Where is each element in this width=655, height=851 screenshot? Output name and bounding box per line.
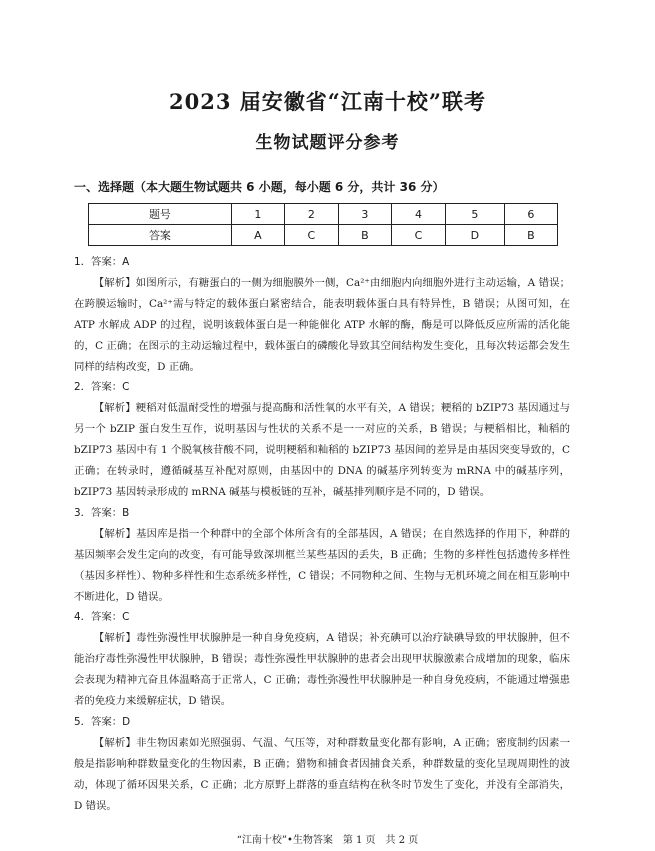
- table-cell: 4: [391, 204, 445, 225]
- table-cell: 1: [231, 204, 284, 225]
- table-cell: 题号: [89, 204, 232, 225]
- question-4-explanation: 【解析】毒性弥漫性甲状腺肿是一种自身免疫病，A 错误；补充碘可以治疗缺碘导致的甲状腺肿，但不能治疗毒性弥漫性甲状腺肿，B 错误；毒性弥漫性甲状腺肿的患者会出现甲状腺激素合成增加的现象，临床会表现为精神亢奋且体温略高于正常人，C 正确；毒性弥漫性甲状腺肿是一种自身免疫病，不能通过增强患者的免疫力来缓解症状，D 错误。: [74, 632, 570, 708]
- table-cell: B: [338, 225, 391, 246]
- answer-table-header-row: [89, 204, 558, 225]
- page-subtitle: 生物试题评分参考: [255, 133, 400, 153]
- question-5-answer: 5．答案：D: [74, 715, 131, 728]
- question-2-explanation: 【解析】粳稻对低温耐受性的增强与提高酶和活性氧的水平有关，A 错误；粳稻的 bZIP73 基因通过与另一个 bZIP 蛋白发生互作，说明基因与性状的关系不是一一对应的关系，B 错误；与粳稻相比，籼稻的 bZIP73 基因中有 1 个脱氧核苷酸不同，说明粳稻和籼稻的 bZIP73 基因间的差异是由基因突变导致的，C 正确；在转录时，遵循碱基互补配对原则，由基因中的 DNA 的碱基序列转变为 mRNA 中的碱基序列，bZIP73 基因转录形成的 mRNA 碱基与模板链的互补，碱基排列顺序是不同的，D 错误。: [74, 402, 570, 498]
- table-cell: 5: [445, 204, 504, 225]
- table-cell: D: [445, 225, 504, 246]
- question-2-answer: 2．答案：C: [74, 381, 130, 394]
- question-3-explanation: 【解析】基因库是指一个种群中的全部个体所含有的全部基因，A 错误；在自然选择的作用下，种群的基因频率会发生定向的改变，有可能导致深圳框兰某些基因的丢失，B 正确；生物的多样性包括遗传多样性（基因多样性）、物种多样性和生态系统多样性，C 错误；不同物种之间、生物与无机环境之间在相互影响中不断进化，D 错误。: [74, 527, 570, 603]
- page-footer: “江南十校”•生物答案 第 1 页 共 2 页: [236, 835, 419, 846]
- table-cell: C: [284, 225, 338, 246]
- question-3-answer: 3．答案：B: [74, 506, 130, 519]
- page-title: 2023 届安徽省“江南十校”联考: [169, 89, 486, 114]
- table-cell: A: [231, 225, 284, 246]
- question-1-explanation: 【解析】如图所示，有糖蛋白的一侧为细胞膜外一侧，Ca²⁺由细胞内向细胞外进行主动运输，A 错误；在跨膜运输时，Ca²⁺需与特定的载体蛋白紧密结合，能表明载体蛋白具有特异性，B 错误；从图可知，在 ATP 水解成 ADP 的过程，说明该载体蛋白是一种能催化 ATP 水解的酶，酶是可以降低反应所需的活化能的，C 正确；在图示的主动运输过程中，载体蛋白的磷酸化导致其空间结构发生变化，且每次转运都会发生同样的结构改变，D 正确。: [74, 276, 570, 373]
- question-1-answer: 1．答案：A: [74, 256, 130, 268]
- table-cell: 6: [504, 204, 557, 225]
- answer-explanations: [74, 252, 570, 816]
- answer-table: [88, 203, 558, 246]
- table-cell: 3: [338, 204, 391, 225]
- answer-table-answer-row: [89, 225, 558, 246]
- table-cell: B: [504, 225, 557, 246]
- section-heading: 一、选择题（本大题生物试题共 6 小题，每小题 6 分，共计 36 分）: [74, 180, 445, 194]
- question-4-answer: 4．答案：C: [74, 611, 130, 624]
- question-5-explanation: 【解析】非生物因素如光照强弱、气温、气压等，对种群数量变化都有影响，A 正确；密度制约因素一般是指影响种群数量变化的生物因素，B 正确；猎物和捕食者因捕食关系，种群数量的变化呈现周期性的波动，体现了循环因果关系，C 正确；北方原野上群落的垂直结构在秋冬时节发生了变化，并没有全部消失，D 错误。: [74, 736, 570, 812]
- table-cell: C: [391, 225, 445, 246]
- table-cell: 2: [284, 204, 338, 225]
- table-cell: 答案: [89, 225, 232, 246]
